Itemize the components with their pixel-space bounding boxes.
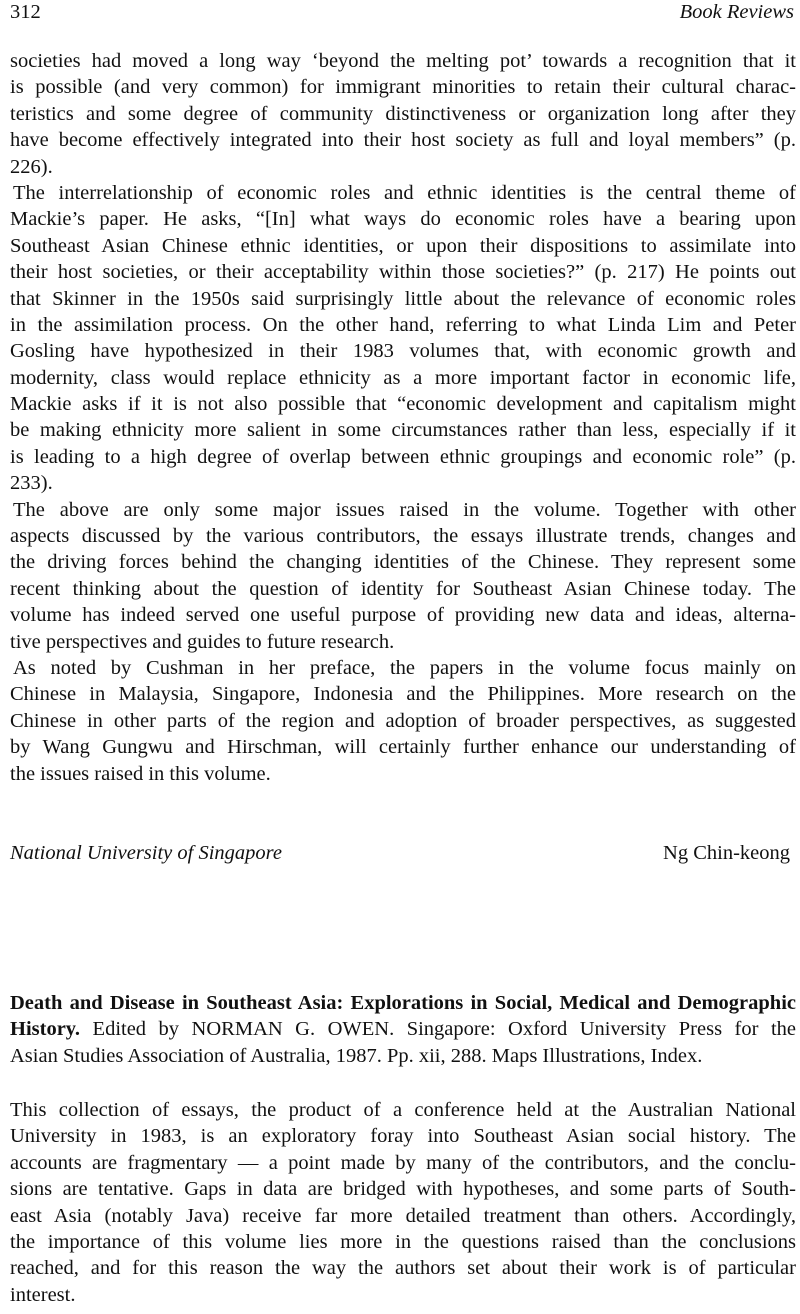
text-line: that Skinner in the 1950s said surprisingly little about the relevance of economic roles [10,287,796,310]
reviewer-institution: National University of Singapore [10,842,282,864]
text-line: their host societies, or their acceptability within those societies?” (p. 217) He points out [10,261,796,284]
paragraph [10,1097,796,1308]
paragraph [10,655,796,787]
text-line: sions are tentative. Gaps in data are bridged with hypotheses, and some parts of South- [10,1178,796,1201]
text-line: This collection of essays, the product of a conference held at the Australian National [10,1099,796,1121]
text-line: the importance of this volume lies more in the questions raised than the conclusions [10,1230,796,1253]
text-line: modernity, class would replace ethnicity as a more important factor in economic life, [10,366,796,389]
text-line: the driving forces behind the changing identities of the Chinese. They represent some [10,551,796,574]
review-2-heading [10,990,796,1069]
text-line: is leading to a high degree of overlap between ethnic groupings and economic role” (p. [10,445,796,468]
text-line: Chinese in Malaysia, Singapore, Indonesia and the Philippines. More research on the [10,683,796,706]
reviewer-name: Ng Chin-keong [663,842,790,864]
review-1-body [10,48,796,787]
text-line: accounts are fragmentary — a point made by many of the contributors, and the conclu- [10,1151,796,1174]
text-line: teristics and some degree of community distinctiveness or organization long after they [10,102,796,125]
book-editor-publisher: Edited by NORMAN G. OWEN. Singapore: Oxford University Press for the [80,1018,796,1041]
book-title-end: History. [10,1018,81,1041]
book-citation-line: Asian Studies Association of Australia, 1987. Pp. xii, 288. Maps Illustrations, Index. [10,1044,703,1067]
review-1-signature [10,840,790,866]
text-line: societies had moved a long way ‘beyond the melting pot’ towards a recognition that it [10,50,796,72]
text-line: east Asia (notably Java) receive far more detailed treatment than others. Accordingly, [10,1204,796,1227]
text-line: be making ethnicity more salient in some circumstances rather than less, especially if it [10,419,796,442]
text-line: have become effectively integrated into their host society as full and loyal members” (p. [10,129,796,152]
text-line: 226). [10,155,53,178]
book-title-line: Death and Disease in Southeast Asia: Explorations in Social, Medical and Demographic [10,992,796,1014]
review-2-body [10,1097,796,1308]
text-line: by Wang Gungwu and Hirschman, will certainly further enhance our understanding of [10,736,796,759]
text-line: tive perspectives and guides to future research. [10,630,395,653]
text-line: The interrelationship of economic roles and ethnic identities is the central theme of [13,181,796,204]
paragraph [10,48,796,180]
text-line: recent thinking about the question of identity for Southeast Asian Chinese today. The [10,577,796,600]
text-line: University in 1983, is an exploratory foray into Southeast Asian social history. The [10,1125,796,1148]
text-line: Southeast Asian Chinese ethnic identities, or upon their dispositions to assimilate into [10,234,796,257]
paragraph [10,497,796,655]
book-citation-line [10,1016,796,1042]
text-line: interest. [10,1283,76,1306]
text-line: Gosling have hypothesized in their 1983 volumes that, with economic growth and [10,340,796,363]
text-line: reached, and for this reason the way the authors set about their work is of particular [10,1257,796,1280]
running-title: Book Reviews [679,1,794,23]
text-line: Mackie asks if it is not also possible that “economic development and capitalism might [10,393,796,416]
text-line: Chinese in other parts of the region and adoption of broader perspectives, as suggested [10,709,796,732]
page-number: 312 [10,1,41,23]
text-line: is possible (and very common) for immigrant minorities to retain their cultural charac- [10,76,796,99]
text-line: Mackie’s paper. He asks, “[In] what ways do economic roles have a bearing upon [10,208,796,231]
text-line: volume has indeed served one useful purpose of providing new data and ideas, alterna- [10,604,796,627]
text-line: 233). [10,472,53,495]
text-line: aspects discussed by the various contributors, the essays illustrate trends, changes and [10,525,796,548]
page-header [10,0,794,24]
text-line: in the assimilation process. On the other hand, referring to what Linda Lim and Peter [10,313,796,336]
paragraph [10,180,796,497]
text-line: the issues raised in this volume. [10,762,271,785]
text-line: As noted by Cushman in her preface, the papers in the volume focus mainly on [13,656,796,679]
text-line: The above are only some major issues raised in the volume. Together with other [13,498,796,521]
